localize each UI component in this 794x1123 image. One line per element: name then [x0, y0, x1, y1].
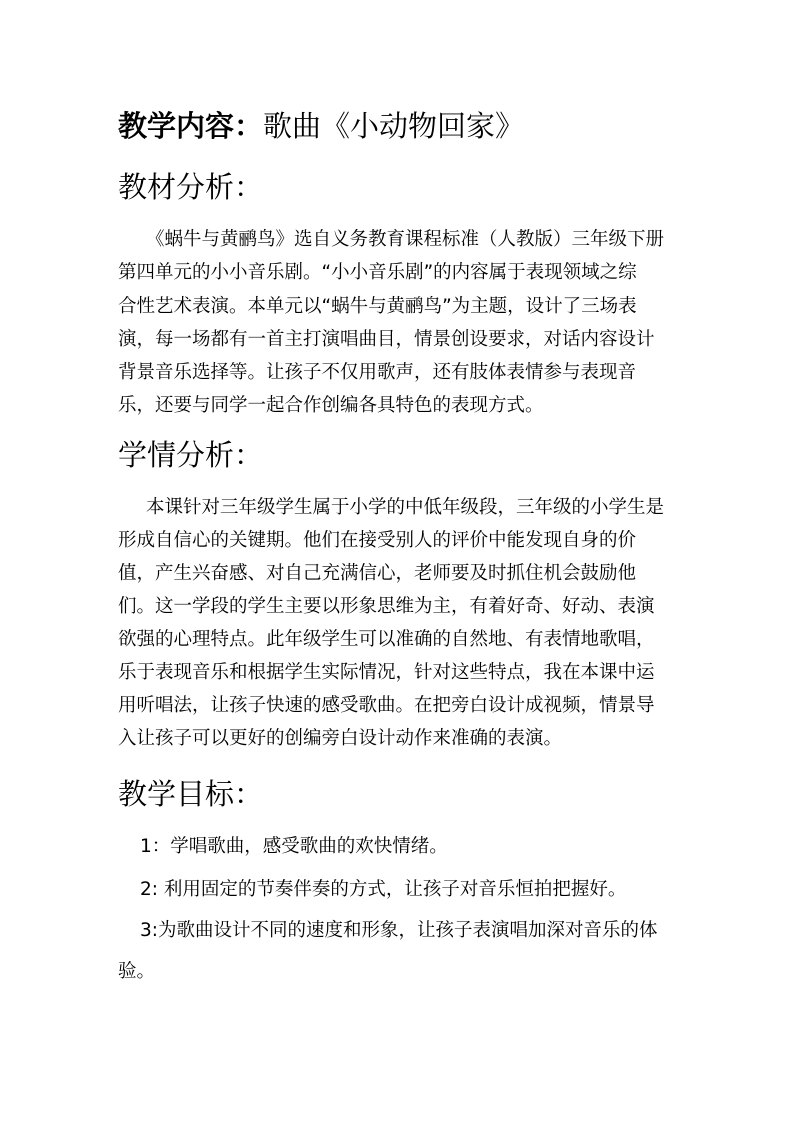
teaching-content-heading	[118, 106, 524, 146]
paragraph-line: 本课针对三年级学生属于小学的中低年级段，三年级的小学生是	[146, 497, 665, 518]
paragraph-line: 们。这一学段的学生主要以形象思维为主，有着好奇、好动、表演	[118, 596, 655, 617]
student-analysis-heading: 学情分析：	[118, 438, 264, 472]
paragraph-line: 乐于表现音乐和根据学生实际情况，针对这些特点，我在本课中运	[118, 662, 655, 683]
paragraph-line: 合性艺术表演。本单元以“蜗牛与黄鹂鸟”为主题，设计了三场表	[118, 296, 637, 317]
teaching-content-value: 歌曲《小动物回家》	[263, 109, 525, 143]
goal-item: 1：学唱歌曲，感受歌曲的欢快情绪。	[140, 836, 448, 857]
paragraph-line: 入让孩子可以更好的创编旁白设计动作来准确的表演。	[118, 728, 563, 749]
paragraph-line: 乐，还要与同学一起合作创编各具特色的表现方式。	[118, 395, 544, 416]
paragraph-line: 形成自信心的关键期。他们在接受别人的评价中能发现自身的价	[118, 530, 637, 551]
teaching-content-label: 教学内容：	[118, 109, 264, 143]
paragraph-line: 第四单元的小小音乐剧。“小小音乐剧”的内容属于表现领域之综	[118, 262, 637, 283]
paragraph-line: 演，每一场都有一首主打演唱曲目，情景创设要求，对话内容设计	[118, 329, 655, 350]
paragraph-line: 值，产生兴奋感、对自己充满信心，老师要及时抓住机会鼓励他	[118, 563, 637, 584]
paragraph-line: 欲强的心理特点。此年级学生可以准确的自然地、有表情地歌唱，	[118, 629, 655, 650]
goal-item: 2: 利用固定的节奏伴奏的方式，让孩子对音乐恒拍把握好。	[140, 879, 627, 900]
paragraph-line: 背景音乐选择等。让孩子不仅用歌声，还有肢体表情参与表现音	[118, 362, 637, 383]
goal-item: 验。	[118, 961, 156, 982]
goal-item: 3:为歌曲设计不同的速度和形象，让孩子表演唱加深对音乐的体	[140, 920, 658, 941]
textbook-analysis-heading: 教材分析：	[118, 170, 264, 204]
teaching-goals-heading: 教学目标：	[118, 777, 264, 811]
paragraph-line: 用听唱法，让孩子快速的感受歌曲。在把旁白设计成视频，情景导	[118, 695, 655, 716]
paragraph-line: 《蜗牛与黄鹂鸟》选自义务教育课程标准（人教版）三年级下册	[146, 229, 665, 250]
